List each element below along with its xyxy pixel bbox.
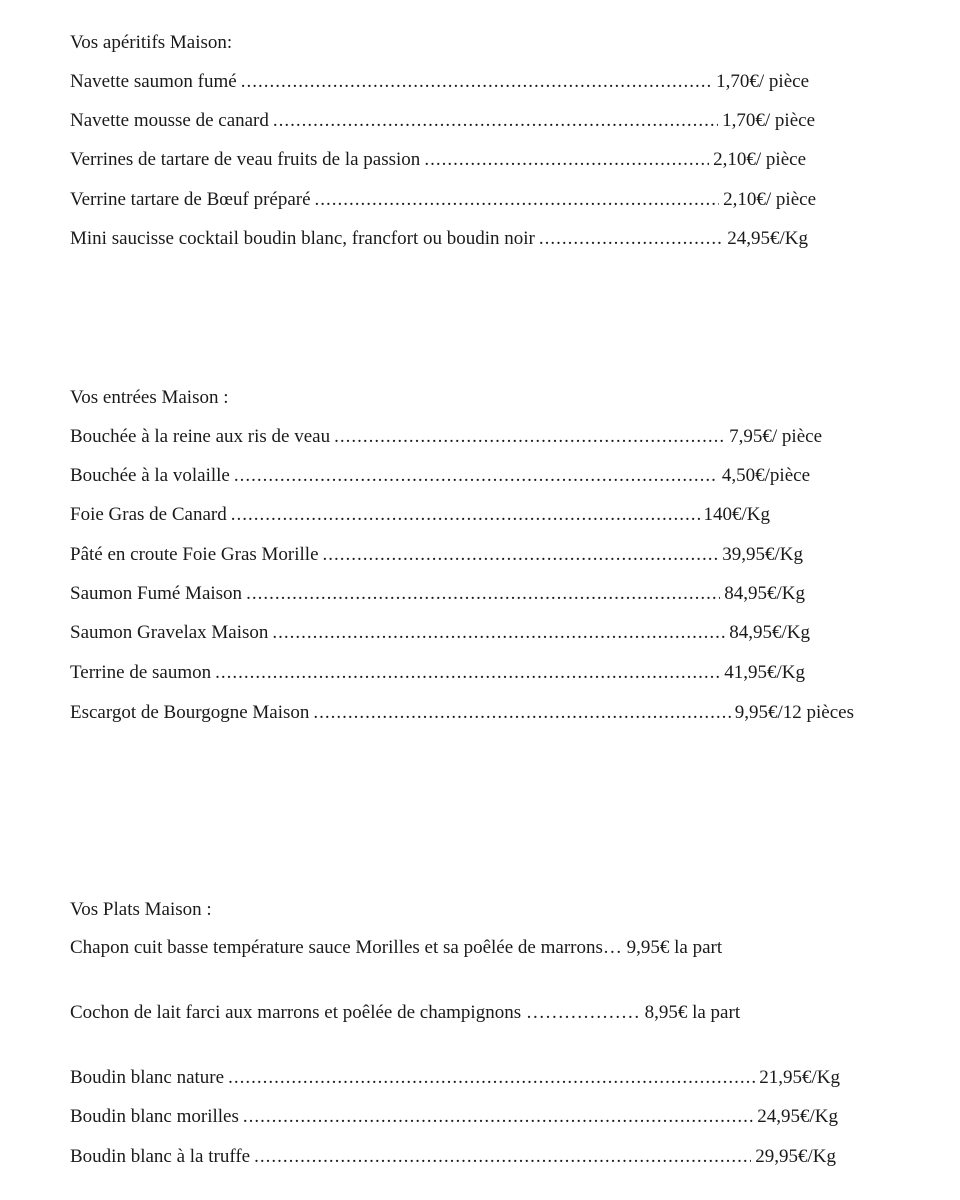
item-name: Bouchée à la reine aux ris de veau [70,426,331,447]
menu-item [70,110,815,132]
menu-item [70,1106,838,1128]
menu-item [70,622,810,644]
menu-item [70,1067,840,1089]
item-price: 9,95€/12 pièces [734,702,854,723]
item-price: 84,95€/Kg [729,622,810,643]
item-price: 8,95€ la part [644,1002,741,1023]
item-price: 1,70€/ pièce [722,110,815,131]
dot-leader [539,228,723,250]
item-name: Terrine de saumon [70,662,212,683]
item-name: Saumon Fumé Maison [70,583,243,604]
menu-item [70,149,806,171]
dot-leader [323,544,719,566]
item-price: 41,95€/Kg [724,662,805,683]
item-price: 24,95€/Kg [727,228,808,249]
item-name: Verrines de tartare de veau fruits de la passion [70,149,421,170]
menu-item [70,504,770,526]
item-price: 39,95€/Kg [722,544,803,565]
dot-leader [243,1106,753,1128]
item-name: Pâté en croute Foie Gras Morille [70,544,319,565]
menu-item [70,1000,830,1026]
item-name: Bouchée à la volaille [70,465,230,486]
item-name: Mini saucisse cocktail boudin blanc, francfort ou boudin noir [70,228,535,249]
item-name: Cochon de lait farci aux marrons et poêlée de champignons [70,1002,522,1023]
dot-leader [334,426,725,448]
item-name: Escargot de Bourgogne Maison [70,702,310,723]
dot-leader [272,622,725,644]
item-price: 140€/Kg [703,504,770,525]
item-price: 29,95€/Kg [755,1146,836,1167]
dot-leader [273,110,718,132]
menu-item [70,189,816,211]
item-price: 4,50€/pièce [721,465,810,486]
dot-leader: ……………… [521,1002,640,1023]
dot-leader [313,702,730,724]
item-name: Chapon cuit basse température sauce Morilles et sa poêlée de marrons [70,937,603,958]
dot-leader [234,465,718,487]
item-name: Boudin blanc morilles [70,1106,239,1127]
menu-item [70,935,830,961]
menu-item [70,583,805,605]
item-name: Saumon Gravelax Maison [70,622,269,643]
dot-leader: … [602,937,622,958]
item-name: Navette saumon fumé [70,71,237,92]
dot-leader [228,1067,755,1089]
item-price: 2,10€/ pièce [713,149,806,170]
section-title-plats: Vos Plats Maison : [70,899,212,920]
menu-item [70,71,809,93]
menu-item [70,702,854,724]
menu-item [70,662,805,684]
item-name: Boudin blanc nature [70,1067,225,1088]
menu-item [70,544,803,566]
item-price: 84,95€/Kg [724,583,805,604]
item-price: 9,95€ la part [626,937,723,958]
item-price: 7,95€/ pièce [729,426,822,447]
menu-item [70,1146,836,1168]
item-price: 21,95€/Kg [759,1067,840,1088]
menu-item [70,426,822,448]
item-name: Foie Gras de Canard [70,504,227,525]
item-name: Verrine tartare de Bœuf préparé [70,189,311,210]
dot-leader [254,1146,751,1168]
menu-item [70,465,810,487]
item-name: Boudin blanc à la truffe [70,1146,251,1167]
section-title-entrees: Vos entrées Maison : [70,387,229,408]
dot-leader [424,149,709,171]
menu-item [70,228,808,250]
item-price: 1,70€/ pièce [716,71,809,92]
dot-leader [231,504,700,526]
section-title-aperitifs: Vos apéritifs Maison: [70,32,233,53]
item-price: 24,95€/Kg [757,1106,838,1127]
item-price: 2,10€/ pièce [723,189,816,210]
dot-leader [315,189,720,211]
dot-leader [246,583,720,605]
dot-leader [241,71,712,93]
item-name: Navette mousse de canard [70,110,269,131]
dot-leader [215,662,720,684]
